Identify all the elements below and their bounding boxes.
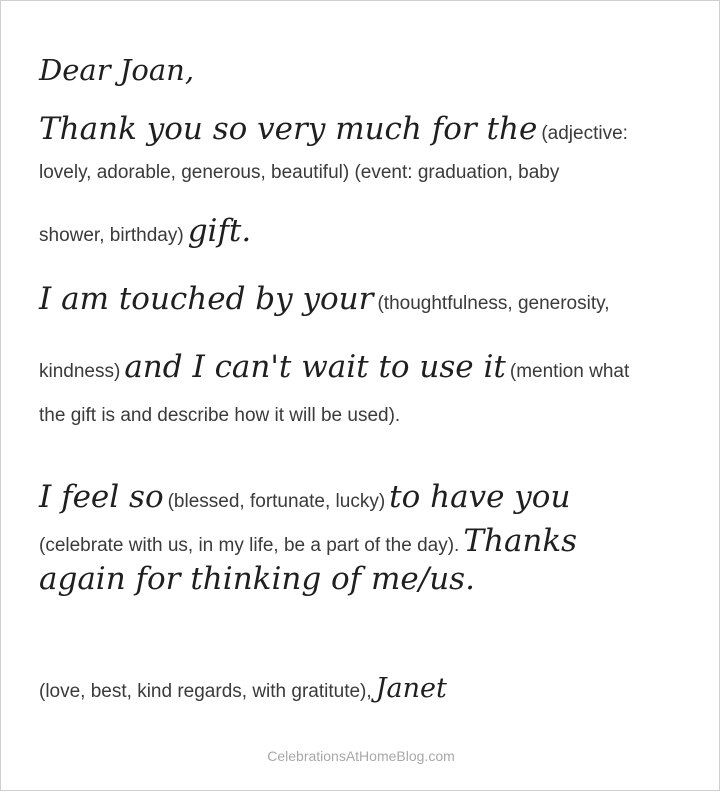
describe-gift-prompt: the gift is and describe how it will be used). — [39, 405, 401, 426]
paragraph-2-line-1 — [39, 281, 609, 317]
paragraph-1-line-1 — [39, 111, 628, 147]
adjective-event-options: lovely, adorable, generous, beautiful) (event: graduation, baby — [39, 162, 560, 183]
celebrate-options: (celebrate with us, in my life, be a part of the day). — [39, 535, 460, 556]
footer-credit: CelebrationsAtHomeBlog.com — [267, 748, 455, 764]
paragraph-3-line-2 — [39, 523, 577, 559]
paragraph-3-line-3 — [39, 561, 475, 597]
adjective-prompt: (adjective: — [541, 123, 628, 144]
feel-so-text: I feel so — [39, 479, 164, 515]
paragraph-2-line-2 — [39, 349, 629, 385]
paragraph-3-line-1 — [39, 479, 570, 515]
closing-options: (love, best, kind regards, with gratitute), — [39, 681, 372, 702]
gift-text: gift. — [187, 213, 252, 249]
event-options-end: shower, birthday) — [39, 225, 184, 246]
kindness-option: kindness) — [39, 361, 121, 382]
thinking-of-text: again for thinking of me/us. — [39, 561, 475, 597]
thanks-text: Thanks — [463, 523, 578, 559]
closing-line — [39, 673, 447, 704]
thank-you-text: Thank you so very much for the — [39, 111, 538, 147]
paragraph-1-line-2 — [39, 162, 559, 184]
blessed-options: (blessed, fortunate, lucky) — [167, 491, 386, 512]
greeting: Dear Joan, — [39, 53, 195, 87]
touched-text: I am touched by your — [39, 281, 374, 317]
cant-wait-text: and I can't wait to use it — [124, 349, 506, 385]
thoughtfulness-options: (thoughtfulness, generosity, — [377, 293, 610, 314]
paragraph-1-line-3 — [39, 213, 251, 249]
have-you-text: to have you — [389, 479, 571, 515]
greeting-line — [39, 53, 194, 87]
paragraph-2-line-3 — [39, 405, 400, 427]
mention-prompt: (mention what — [509, 361, 630, 382]
signature: Janet — [375, 673, 447, 704]
